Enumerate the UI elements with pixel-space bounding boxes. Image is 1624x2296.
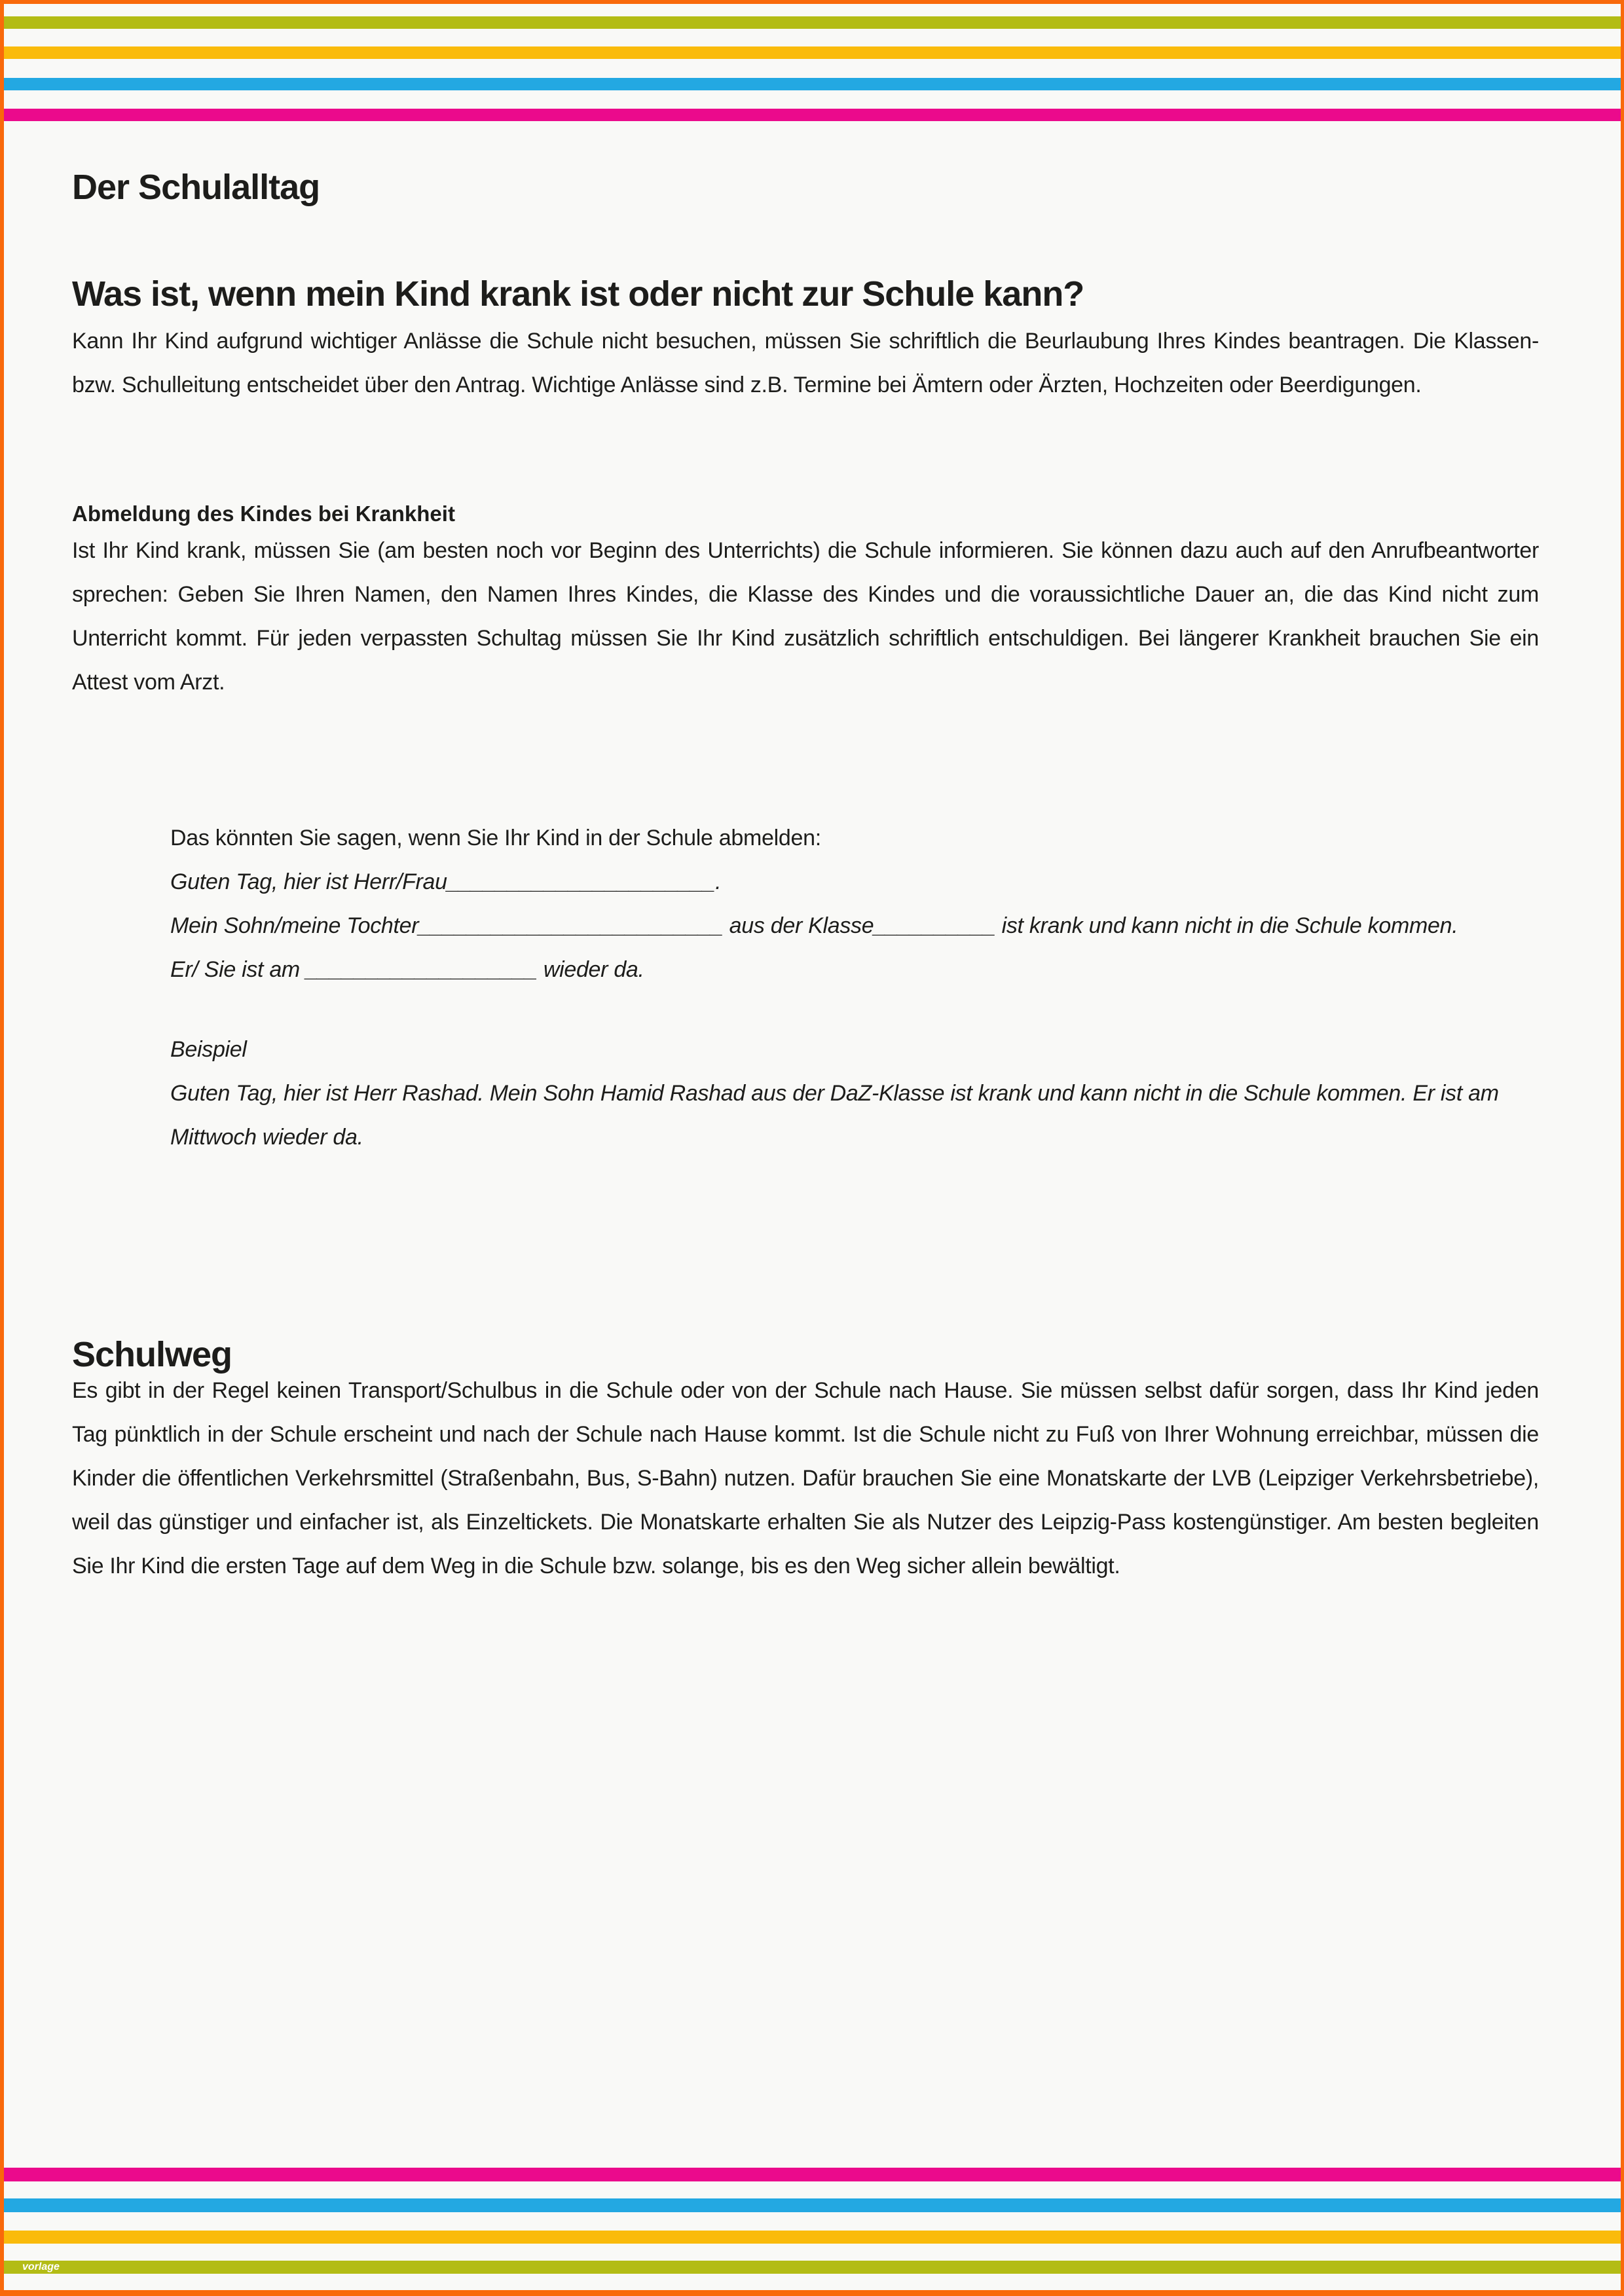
example-label: Beispiel — [170, 1037, 247, 1062]
paragraph-beurlaubung: Kann Ihr Kind aufgrund wichtiger Anlässe die Schule nicht besuchen, müssen Sie schriftlich die Beurlaubung Ihres Kindes beantragen. Die Klassen- bzw. Schulleitung entscheidet über den Antrag. Wichtige Anlässe sind z.B. Termine bei Ämtern oder Ärzten, Hochzeiten oder Beerdigungen. — [72, 329, 1539, 397]
phone-script-greeting-line: Guten Tag, hier ist Herr/Frau______________________. — [170, 869, 722, 894]
stripe-green — [4, 2261, 1621, 2274]
watermark-text: vorlage — [22, 2261, 60, 2272]
phone-script-block — [170, 816, 1545, 1159]
page-border-left — [0, 0, 4, 2296]
paragraph-schulweg: Es gibt in der Regel keinen Transport/Schulbus in die Schule oder von der Schule nach Hause. Sie müssen selbst dafür sorgen, dass Ihr Kind jeden Tag pünktlich in der Schule erscheint und nach der Schule nach Hause kommt. Ist die Schule nicht zu Fuß von Ihrer Wohnung erreichbar, müssen die Kinder die öffentlichen Verkehrsmittel (Straßenbahn, Bus, S-Bahn) nutzen. Dafür brauchen Sie eine Monatskarte der LVB (Leipziger Verkehrsbetriebe), weil das günstiger und einfacher ist, als Einzeltickets. Die Monatskarte erhalten Sie als Nutzer des Leipzig-Pass kostengünstiger. Am besten begleiten Sie Ihr Kind die ersten Tage auf dem Weg in die Schule bzw. solange, bis es den Weg sicher allein bewältigt. — [72, 1378, 1539, 1578]
page-border-top — [0, 0, 1624, 4]
stripe-yellow — [4, 46, 1621, 59]
section-heading-sick-child: Was ist, wenn mein Kind krank ist oder nicht zur Schule kann? — [72, 274, 1084, 314]
phone-script-return-line: Er/ Sie ist am ___________________ wieder da. — [170, 957, 644, 982]
example-text: Guten Tag, hier ist Herr Rashad. Mein Sohn Hamid Rashad aus der DaZ-Klasse ist krank und kann nicht in die Schule kommen. Er ist am Mittwoch wieder da. — [170, 1081, 1499, 1150]
page-title: Der Schulalltag — [72, 168, 320, 207]
page-border-right — [1621, 0, 1624, 2296]
stripe-cyan — [4, 2198, 1621, 2212]
stripe-cyan — [4, 78, 1621, 90]
subsection-heading-abmeldung: Abmeldung des Kindes bei Krankheit — [72, 501, 455, 526]
page-border-bottom — [0, 2290, 1624, 2296]
stripe-magenta — [4, 109, 1621, 121]
stripe-magenta — [4, 2168, 1621, 2181]
paragraph-krankmeldung: Ist Ihr Kind krank, müssen Sie (am besten noch vor Beginn des Unterrichts) die Schule informieren. Sie können dazu auch auf den Anrufbeantworter sprechen: Geben Sie Ihren Namen, den Namen Ihres Kindes, die Klasse des Kindes und die voraussichtliche Dauer an, die das Kind nicht zum Unterricht kommt. Für jeden verpassten Schultag müssen Sie Ihr Kind zusätzlich schriftlich entschuldigen. Bei längerer Krankheit brauchen Sie ein Attest vom Arzt. — [72, 538, 1539, 695]
stripe-green — [4, 16, 1621, 29]
section-heading-schulweg: Schulweg — [72, 1335, 232, 1374]
stripe-yellow — [4, 2231, 1621, 2244]
phone-script-intro: Das könnten Sie sagen, wenn Sie Ihr Kind in der Schule abmelden: — [170, 826, 821, 850]
phone-script-child-line: Mein Sohn/meine Tochter_________________________ aus der Klasse__________ ist krank und kann nicht in die Schule kommen. — [170, 913, 1458, 938]
